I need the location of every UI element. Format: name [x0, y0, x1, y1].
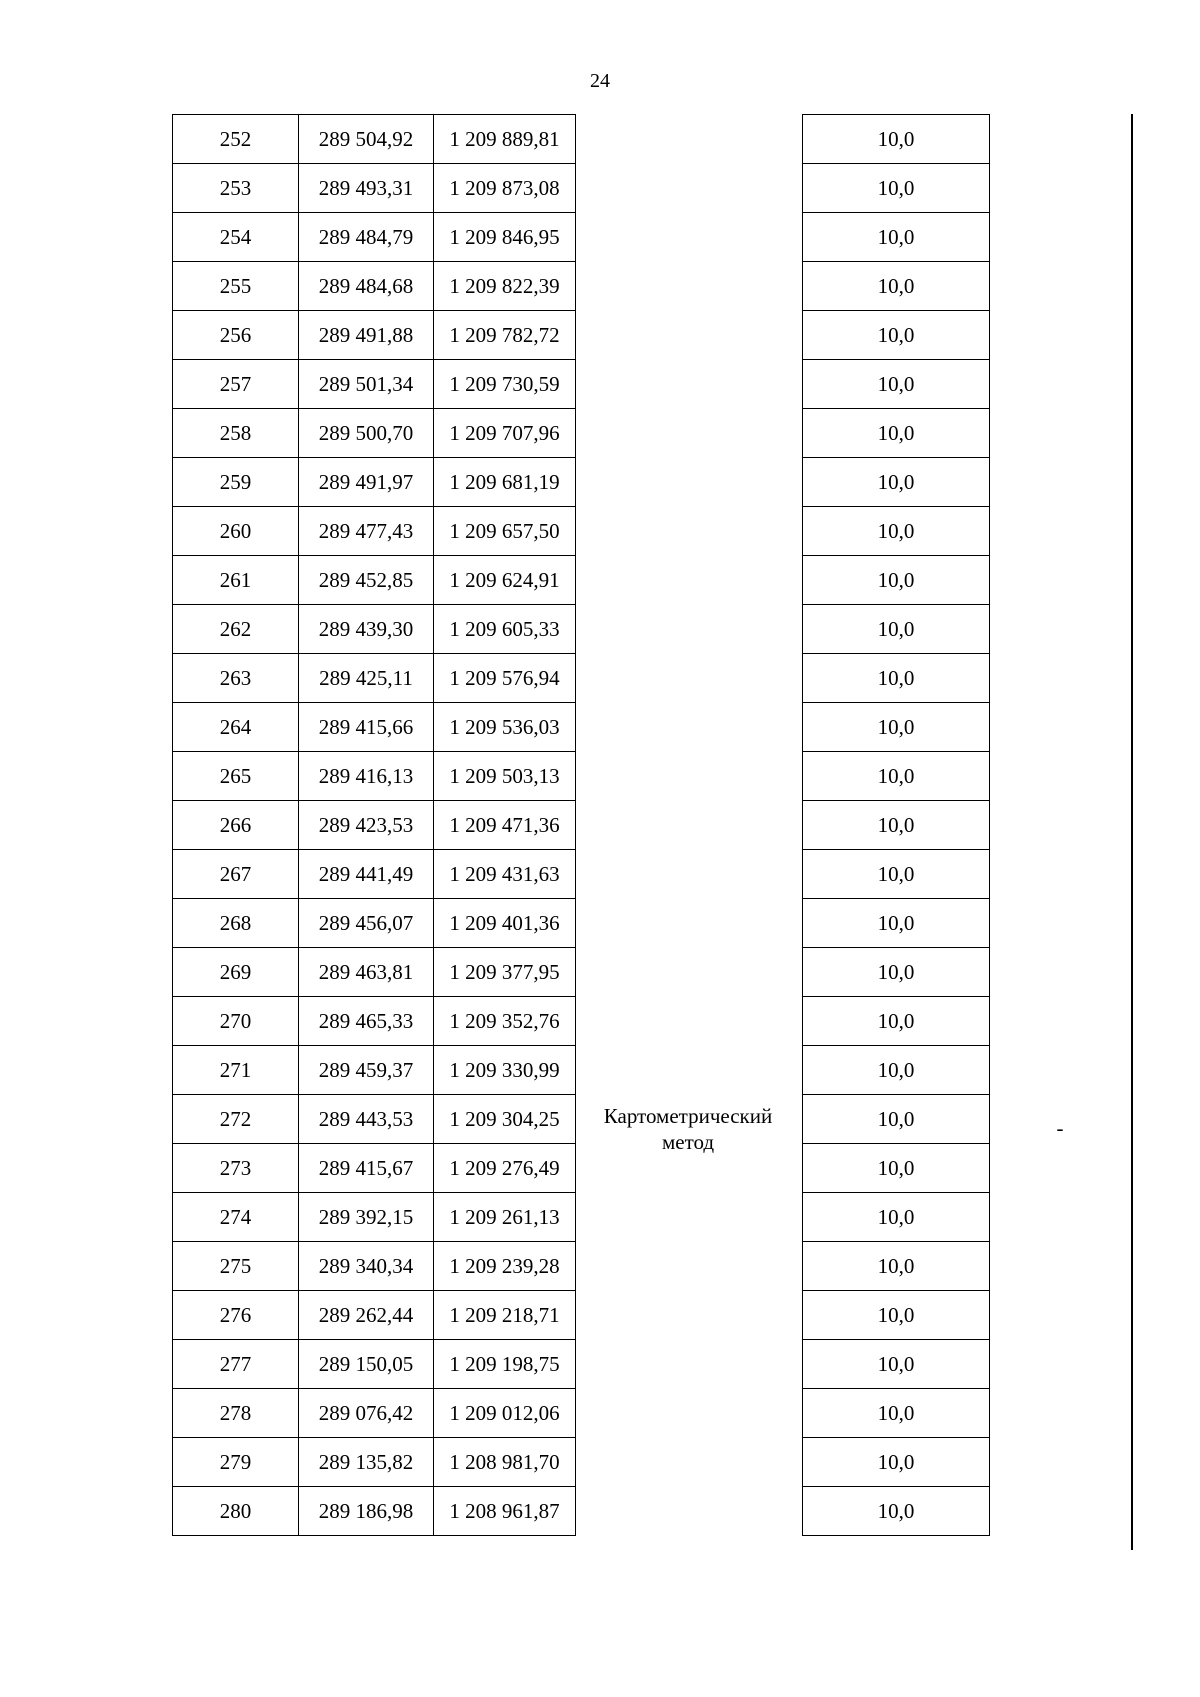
- table-row: [803, 1291, 990, 1340]
- point-number-cell: 273: [173, 1144, 299, 1193]
- table-row: [173, 507, 576, 556]
- table-row: [803, 752, 990, 801]
- accuracy-cell: 10,0: [803, 752, 990, 801]
- y-coordinate-cell: 1 209 536,03: [434, 703, 576, 752]
- table-row: [173, 654, 576, 703]
- y-coordinate-cell: 1 209 873,08: [434, 164, 576, 213]
- table-row: [803, 262, 990, 311]
- table-row: [173, 458, 576, 507]
- accuracy-cell: 10,0: [803, 115, 990, 164]
- table-row: [803, 899, 990, 948]
- table-row: [803, 311, 990, 360]
- accuracy-cell: 10,0: [803, 1389, 990, 1438]
- x-coordinate-cell: 289 463,81: [299, 948, 434, 997]
- y-coordinate-cell: 1 209 218,71: [434, 1291, 576, 1340]
- table-row: [803, 801, 990, 850]
- table-row: [173, 213, 576, 262]
- x-coordinate-cell: 289 484,79: [299, 213, 434, 262]
- y-coordinate-cell: 1 209 276,49: [434, 1144, 576, 1193]
- description-dash: -: [1056, 1116, 1064, 1140]
- point-number-cell: 267: [173, 850, 299, 899]
- point-number-cell: 264: [173, 703, 299, 752]
- table-row: [803, 948, 990, 997]
- point-number-cell: 258: [173, 409, 299, 458]
- table-row: [803, 1095, 990, 1144]
- y-coordinate-cell: 1 209 330,99: [434, 1046, 576, 1095]
- y-coordinate-cell: 1 208 981,70: [434, 1438, 576, 1487]
- y-coordinate-cell: 1 209 624,91: [434, 556, 576, 605]
- accuracy-cell: 10,0: [803, 899, 990, 948]
- method-label-line2: метод: [661, 1130, 715, 1154]
- table-row: [173, 1144, 576, 1193]
- coordinates-table: [172, 114, 576, 1536]
- point-number-cell: 278: [173, 1389, 299, 1438]
- x-coordinate-cell: 289 439,30: [299, 605, 434, 654]
- point-number-cell: 260: [173, 507, 299, 556]
- x-coordinate-cell: 289 262,44: [299, 1291, 434, 1340]
- point-number-cell: 268: [173, 899, 299, 948]
- accuracy-cell: 10,0: [803, 703, 990, 752]
- table-row: [173, 1291, 576, 1340]
- y-coordinate-cell: 1 209 377,95: [434, 948, 576, 997]
- table-row: [803, 850, 990, 899]
- accuracy-cell: 10,0: [803, 801, 990, 850]
- table-row: [173, 1389, 576, 1438]
- accuracy-cell: 10,0: [803, 1291, 990, 1340]
- accuracy-cell: 10,0: [803, 213, 990, 262]
- accuracy-cell: 10,0: [803, 654, 990, 703]
- table-row: [173, 311, 576, 360]
- x-coordinate-cell: 289 186,98: [299, 1487, 434, 1536]
- accuracy-cell: 10,0: [803, 556, 990, 605]
- table-row: [173, 556, 576, 605]
- x-coordinate-cell: 289 465,33: [299, 997, 434, 1046]
- point-number-cell: 271: [173, 1046, 299, 1095]
- y-coordinate-cell: 1 209 503,13: [434, 752, 576, 801]
- accuracy-cell: 10,0: [803, 458, 990, 507]
- y-coordinate-cell: 1 209 846,95: [434, 213, 576, 262]
- x-coordinate-cell: 289 491,97: [299, 458, 434, 507]
- method-label: [572, 1103, 804, 1155]
- table-row: [173, 899, 576, 948]
- point-number-cell: 266: [173, 801, 299, 850]
- y-coordinate-cell: 1 209 681,19: [434, 458, 576, 507]
- accuracy-cell: 10,0: [803, 605, 990, 654]
- x-coordinate-cell: 289 416,13: [299, 752, 434, 801]
- table-row: [173, 1438, 576, 1487]
- y-coordinate-cell: 1 209 730,59: [434, 360, 576, 409]
- table-row: [173, 948, 576, 997]
- table-row: [803, 507, 990, 556]
- point-number-cell: 253: [173, 164, 299, 213]
- table-row: [803, 703, 990, 752]
- point-number-cell: 276: [173, 1291, 299, 1340]
- y-coordinate-cell: 1 209 822,39: [434, 262, 576, 311]
- table-row: [803, 409, 990, 458]
- coordinates-table-body: [173, 115, 576, 1536]
- table-row: [173, 1046, 576, 1095]
- point-number-cell: 261: [173, 556, 299, 605]
- x-coordinate-cell: 289 392,15: [299, 1193, 434, 1242]
- x-coordinate-cell: 289 441,49: [299, 850, 434, 899]
- accuracy-table: [802, 114, 990, 1536]
- table-row: [803, 1389, 990, 1438]
- x-coordinate-cell: 289 423,53: [299, 801, 434, 850]
- table-row: [173, 605, 576, 654]
- x-coordinate-cell: 289 076,42: [299, 1389, 434, 1438]
- y-coordinate-cell: 1 209 782,72: [434, 311, 576, 360]
- table-row: [803, 997, 990, 1046]
- y-coordinate-cell: 1 209 352,76: [434, 997, 576, 1046]
- table-row: [803, 1046, 990, 1095]
- y-coordinate-cell: 1 208 961,87: [434, 1487, 576, 1536]
- x-coordinate-cell: 289 425,11: [299, 654, 434, 703]
- x-coordinate-cell: 289 443,53: [299, 1095, 434, 1144]
- point-number-cell: 257: [173, 360, 299, 409]
- point-number-cell: 259: [173, 458, 299, 507]
- x-coordinate-cell: 289 452,85: [299, 556, 434, 605]
- accuracy-cell: 10,0: [803, 409, 990, 458]
- accuracy-cell: 10,0: [803, 948, 990, 997]
- point-number-cell: 265: [173, 752, 299, 801]
- y-coordinate-cell: 1 209 431,63: [434, 850, 576, 899]
- table-row: [803, 1242, 990, 1291]
- x-coordinate-cell: 289 504,92: [299, 115, 434, 164]
- point-number-cell: 263: [173, 654, 299, 703]
- accuracy-cell: 10,0: [803, 1046, 990, 1095]
- y-coordinate-cell: 1 209 198,75: [434, 1340, 576, 1389]
- accuracy-cell: 10,0: [803, 1095, 990, 1144]
- x-coordinate-cell: 289 500,70: [299, 409, 434, 458]
- table-row: [803, 1487, 990, 1536]
- x-coordinate-cell: 289 415,66: [299, 703, 434, 752]
- table-row: [803, 556, 990, 605]
- accuracy-cell: 10,0: [803, 850, 990, 899]
- table-row: [173, 164, 576, 213]
- table-row: [173, 997, 576, 1046]
- table-row: [173, 115, 576, 164]
- x-coordinate-cell: 289 493,31: [299, 164, 434, 213]
- method-label-line1: Картометрический: [603, 1104, 773, 1128]
- accuracy-table-body: [803, 115, 990, 1536]
- y-coordinate-cell: 1 209 261,13: [434, 1193, 576, 1242]
- table-row: [803, 213, 990, 262]
- y-coordinate-cell: 1 209 304,25: [434, 1095, 576, 1144]
- accuracy-cell: 10,0: [803, 1144, 990, 1193]
- table-row: [803, 164, 990, 213]
- table-row: [173, 801, 576, 850]
- y-coordinate-cell: 1 209 605,33: [434, 605, 576, 654]
- x-coordinate-cell: 289 340,34: [299, 1242, 434, 1291]
- point-number-cell: 274: [173, 1193, 299, 1242]
- point-number-cell: 254: [173, 213, 299, 262]
- accuracy-cell: 10,0: [803, 262, 990, 311]
- table-row: [173, 360, 576, 409]
- x-coordinate-cell: 289 135,82: [299, 1438, 434, 1487]
- table-row: [803, 1438, 990, 1487]
- y-coordinate-cell: 1 209 889,81: [434, 115, 576, 164]
- table-row: [173, 850, 576, 899]
- accuracy-cell: 10,0: [803, 507, 990, 556]
- table-row: [173, 703, 576, 752]
- table-row: [803, 360, 990, 409]
- point-number-cell: 255: [173, 262, 299, 311]
- table-row: [803, 115, 990, 164]
- x-coordinate-cell: 289 456,07: [299, 899, 434, 948]
- accuracy-cell: 10,0: [803, 1193, 990, 1242]
- y-coordinate-cell: 1 209 471,36: [434, 801, 576, 850]
- table-row: [173, 1487, 576, 1536]
- accuracy-cell: 10,0: [803, 1340, 990, 1389]
- point-number-cell: 252: [173, 115, 299, 164]
- x-coordinate-cell: 289 415,67: [299, 1144, 434, 1193]
- accuracy-cell: 10,0: [803, 311, 990, 360]
- table-row: [173, 752, 576, 801]
- accuracy-cell: 10,0: [803, 997, 990, 1046]
- y-coordinate-cell: 1 209 576,94: [434, 654, 576, 703]
- point-number-cell: 270: [173, 997, 299, 1046]
- point-number-cell: 280: [173, 1487, 299, 1536]
- table-row: [173, 262, 576, 311]
- table-right-border: [1131, 114, 1133, 1550]
- x-coordinate-cell: 289 484,68: [299, 262, 434, 311]
- accuracy-cell: 10,0: [803, 1487, 990, 1536]
- accuracy-cell: 10,0: [803, 1242, 990, 1291]
- table-row: [803, 605, 990, 654]
- table-row: [173, 409, 576, 458]
- accuracy-cell: 10,0: [803, 360, 990, 409]
- point-number-cell: 279: [173, 1438, 299, 1487]
- point-number-cell: 272: [173, 1095, 299, 1144]
- point-number-cell: 262: [173, 605, 299, 654]
- point-number-cell: 269: [173, 948, 299, 997]
- y-coordinate-cell: 1 209 657,50: [434, 507, 576, 556]
- accuracy-cell: 10,0: [803, 1438, 990, 1487]
- table-row: [803, 654, 990, 703]
- table-row: [803, 1193, 990, 1242]
- page-number: 24: [590, 70, 610, 92]
- table-row: [803, 1144, 990, 1193]
- y-coordinate-cell: 1 209 239,28: [434, 1242, 576, 1291]
- y-coordinate-cell: 1 209 401,36: [434, 899, 576, 948]
- accuracy-cell: 10,0: [803, 164, 990, 213]
- point-number-cell: 275: [173, 1242, 299, 1291]
- table-row: [803, 458, 990, 507]
- table-row: [173, 1193, 576, 1242]
- point-number-cell: 277: [173, 1340, 299, 1389]
- x-coordinate-cell: 289 477,43: [299, 507, 434, 556]
- table-row: [173, 1095, 576, 1144]
- table-row: [173, 1340, 576, 1389]
- y-coordinate-cell: 1 209 012,06: [434, 1389, 576, 1438]
- x-coordinate-cell: 289 150,05: [299, 1340, 434, 1389]
- x-coordinate-cell: 289 459,37: [299, 1046, 434, 1095]
- table-row: [173, 1242, 576, 1291]
- table-row: [803, 1340, 990, 1389]
- y-coordinate-cell: 1 209 707,96: [434, 409, 576, 458]
- x-coordinate-cell: 289 501,34: [299, 360, 434, 409]
- x-coordinate-cell: 289 491,88: [299, 311, 434, 360]
- point-number-cell: 256: [173, 311, 299, 360]
